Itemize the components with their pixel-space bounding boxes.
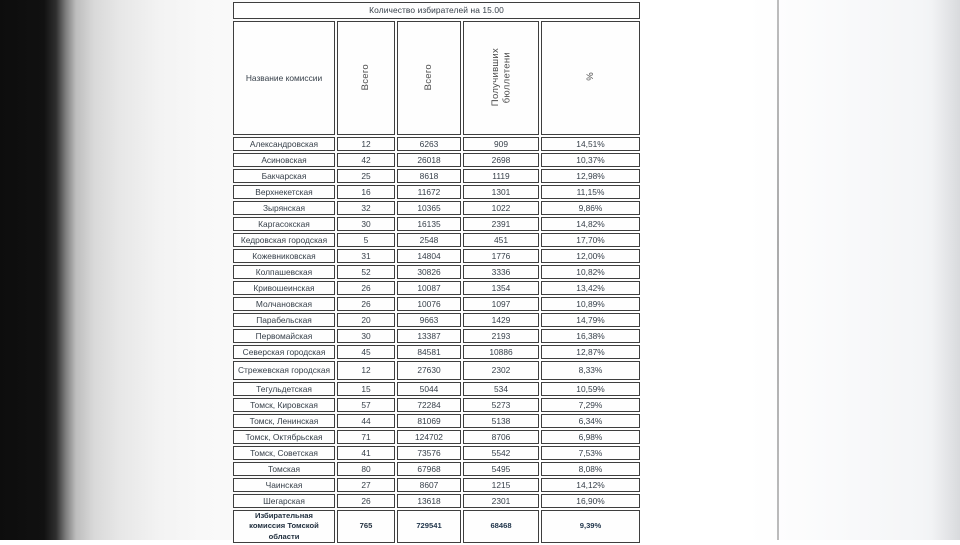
table-row	[233, 297, 640, 311]
cell-stations-total: 12	[337, 361, 395, 380]
cell-commission-name: Колпашевская	[233, 265, 335, 279]
cell-voters-total: 13618	[397, 494, 461, 508]
cell-stations-total: 12	[337, 137, 395, 151]
cell-turnout-percent: 14,12%	[541, 478, 640, 492]
cell-turnout-percent: 14,79%	[541, 313, 640, 327]
page-fold-line	[777, 0, 779, 540]
cell-commission-name: Кожевниковская	[233, 249, 335, 263]
cell-ballots-received: 909	[463, 137, 539, 151]
cell-turnout-percent: 10,37%	[541, 153, 640, 167]
cell-voters-total: 6263	[397, 137, 461, 151]
cell-ballots-received: 5495	[463, 462, 539, 476]
cell-turnout-percent: 12,00%	[541, 249, 640, 263]
cell-turnout-percent: 13,42%	[541, 281, 640, 295]
cell-commission-name: Зырянская	[233, 201, 335, 215]
cell-stations-total: 26	[337, 297, 395, 311]
cell-ballots-received: 2391	[463, 217, 539, 231]
cell-voters-total: 72284	[397, 398, 461, 412]
cell-voters-total: 124702	[397, 430, 461, 444]
cell-voters-total: 10365	[397, 201, 461, 215]
table-row	[233, 462, 640, 476]
cell-voters-total: 30826	[397, 265, 461, 279]
table-total-row	[233, 510, 640, 543]
cell-commission-name: Чаинская	[233, 478, 335, 492]
cell-ballots-received: 451	[463, 233, 539, 247]
cell-stations-total: 30	[337, 329, 395, 343]
cell-turnout-percent: 12,98%	[541, 169, 640, 183]
cell-commission-name: Первомайская	[233, 329, 335, 343]
table-row	[233, 249, 640, 263]
cell-voters-total: 5044	[397, 382, 461, 396]
cell-voters-total: 2548	[397, 233, 461, 247]
cell-voters-total: 11672	[397, 185, 461, 199]
cell-voters-total: 81069	[397, 414, 461, 428]
right-page-shadow	[932, 0, 960, 540]
table-title: Количество избирателей на 15.00	[233, 2, 640, 19]
cell-voters-total: 729541	[397, 510, 461, 543]
cell-turnout-percent: 6,98%	[541, 430, 640, 444]
cell-voters-total: 8618	[397, 169, 461, 183]
cell-commission-name: Северская городская	[233, 345, 335, 359]
cell-ballots-received: 1097	[463, 297, 539, 311]
cell-stations-total: 45	[337, 345, 395, 359]
left-dark-edge	[0, 0, 200, 540]
table-row	[233, 478, 640, 492]
table-row	[233, 137, 640, 151]
cell-ballots-received: 8706	[463, 430, 539, 444]
table-title-row	[233, 2, 640, 19]
table-row	[233, 361, 640, 380]
column-header-ballots-received	[463, 21, 539, 135]
table-row	[233, 494, 640, 508]
cell-turnout-percent: 7,29%	[541, 398, 640, 412]
report-table	[231, 0, 642, 545]
column-header-stations-total	[337, 21, 395, 135]
cell-ballots-received: 1354	[463, 281, 539, 295]
column-header-commission-name: Название комиссии	[233, 21, 335, 135]
cell-turnout-percent: 14,51%	[541, 137, 640, 151]
voter-turnout-table	[231, 0, 642, 545]
cell-voters-total: 14804	[397, 249, 461, 263]
cell-stations-total: 15	[337, 382, 395, 396]
cell-ballots-received: 10886	[463, 345, 539, 359]
cell-commission-name: Бакчарская	[233, 169, 335, 183]
cell-stations-total: 31	[337, 249, 395, 263]
table-row	[233, 430, 640, 444]
vertical-label	[490, 48, 513, 106]
vertical-label-line2: бюллетени	[501, 51, 512, 103]
cell-commission-name: Каргасокская	[233, 217, 335, 231]
cell-commission-name: Избирательная комиссия Томской области	[233, 510, 335, 543]
table-row	[233, 329, 640, 343]
cell-voters-total: 13387	[397, 329, 461, 343]
cell-stations-total: 20	[337, 313, 395, 327]
cell-ballots-received: 1776	[463, 249, 539, 263]
table-row	[233, 169, 640, 183]
cell-voters-total: 10087	[397, 281, 461, 295]
cell-ballots-received: 1119	[463, 169, 539, 183]
table-row	[233, 398, 640, 412]
table-row	[233, 281, 640, 295]
cell-ballots-received: 5138	[463, 414, 539, 428]
cell-turnout-percent: 16,90%	[541, 494, 640, 508]
table-row	[233, 185, 640, 199]
cell-stations-total: 71	[337, 430, 395, 444]
cell-stations-total: 26	[337, 281, 395, 295]
cell-turnout-percent: 11,15%	[541, 185, 640, 199]
cell-turnout-percent: 17,70%	[541, 233, 640, 247]
table-body	[233, 137, 640, 543]
cell-turnout-percent: 12,87%	[541, 345, 640, 359]
cell-commission-name: Парабельская	[233, 313, 335, 327]
cell-turnout-percent: 16,38%	[541, 329, 640, 343]
cell-ballots-received: 534	[463, 382, 539, 396]
vertical-label: %	[584, 72, 596, 82]
column-header-voters-total	[397, 21, 461, 135]
cell-commission-name: Тегульдетская	[233, 382, 335, 396]
cell-turnout-percent: 6,34%	[541, 414, 640, 428]
cell-turnout-percent: 9,39%	[541, 510, 640, 543]
cell-commission-name: Верхнекетская	[233, 185, 335, 199]
cell-ballots-received: 1022	[463, 201, 539, 215]
cell-stations-total: 765	[337, 510, 395, 543]
table-row	[233, 414, 640, 428]
table-row	[233, 446, 640, 460]
cell-ballots-received: 1301	[463, 185, 539, 199]
cell-stations-total: 42	[337, 153, 395, 167]
cell-turnout-percent: 9,86%	[541, 201, 640, 215]
cell-stations-total: 27	[337, 478, 395, 492]
cell-ballots-received: 2193	[463, 329, 539, 343]
cell-commission-name: Томская	[233, 462, 335, 476]
cell-commission-name: Кедровская городская	[233, 233, 335, 247]
table-row	[233, 217, 640, 231]
cell-voters-total: 73576	[397, 446, 461, 460]
cell-stations-total: 52	[337, 265, 395, 279]
cell-stations-total: 32	[337, 201, 395, 215]
cell-voters-total: 27630	[397, 361, 461, 380]
cell-turnout-percent: 10,89%	[541, 297, 640, 311]
table-row	[233, 233, 640, 247]
cell-stations-total: 30	[337, 217, 395, 231]
table-row	[233, 201, 640, 215]
cell-stations-total: 25	[337, 169, 395, 183]
cell-stations-total: 44	[337, 414, 395, 428]
column-header-percent	[541, 21, 640, 135]
cell-commission-name: Томск, Ленинская	[233, 414, 335, 428]
cell-turnout-percent: 8,33%	[541, 361, 640, 380]
cell-ballots-received: 5273	[463, 398, 539, 412]
cell-turnout-percent: 14,82%	[541, 217, 640, 231]
cell-commission-name: Томск, Советская	[233, 446, 335, 460]
cell-voters-total: 26018	[397, 153, 461, 167]
cell-commission-name: Асиновская	[233, 153, 335, 167]
cell-stations-total: 41	[337, 446, 395, 460]
cell-voters-total: 10076	[397, 297, 461, 311]
cell-commission-name: Шегарская	[233, 494, 335, 508]
cell-ballots-received: 1215	[463, 478, 539, 492]
cell-stations-total: 16	[337, 185, 395, 199]
table-header-row	[233, 21, 640, 135]
cell-voters-total: 16135	[397, 217, 461, 231]
cell-commission-name: Кривошеинская	[233, 281, 335, 295]
cell-turnout-percent: 7,53%	[541, 446, 640, 460]
cell-ballots-received: 2302	[463, 361, 539, 380]
cell-turnout-percent: 10,82%	[541, 265, 640, 279]
cell-turnout-percent: 10,59%	[541, 382, 640, 396]
table-row	[233, 265, 640, 279]
table-row	[233, 313, 640, 327]
cell-ballots-received: 1429	[463, 313, 539, 327]
cell-commission-name: Стрежевская городская	[233, 361, 335, 380]
cell-ballots-received: 3336	[463, 265, 539, 279]
cell-commission-name: Александровская	[233, 137, 335, 151]
cell-ballots-received: 5542	[463, 446, 539, 460]
cell-voters-total: 9663	[397, 313, 461, 327]
cell-ballots-received: 2698	[463, 153, 539, 167]
vertical-label: Всего	[423, 63, 435, 90]
cell-voters-total: 8607	[397, 478, 461, 492]
table-row	[233, 345, 640, 359]
cell-commission-name: Молчановская	[233, 297, 335, 311]
vertical-label-line1: Получивших	[489, 47, 501, 106]
cell-stations-total: 26	[337, 494, 395, 508]
cell-voters-total: 67968	[397, 462, 461, 476]
cell-turnout-percent: 8,08%	[541, 462, 640, 476]
cell-commission-name: Томск, Октябрьская	[233, 430, 335, 444]
cell-commission-name: Томск, Кировская	[233, 398, 335, 412]
cell-stations-total: 57	[337, 398, 395, 412]
cell-stations-total: 5	[337, 233, 395, 247]
cell-ballots-received: 2301	[463, 494, 539, 508]
cell-stations-total: 80	[337, 462, 395, 476]
table-row	[233, 153, 640, 167]
cell-ballots-received: 68468	[463, 510, 539, 543]
table-row	[233, 382, 640, 396]
cell-voters-total: 84581	[397, 345, 461, 359]
vertical-label: Всего	[360, 63, 372, 90]
